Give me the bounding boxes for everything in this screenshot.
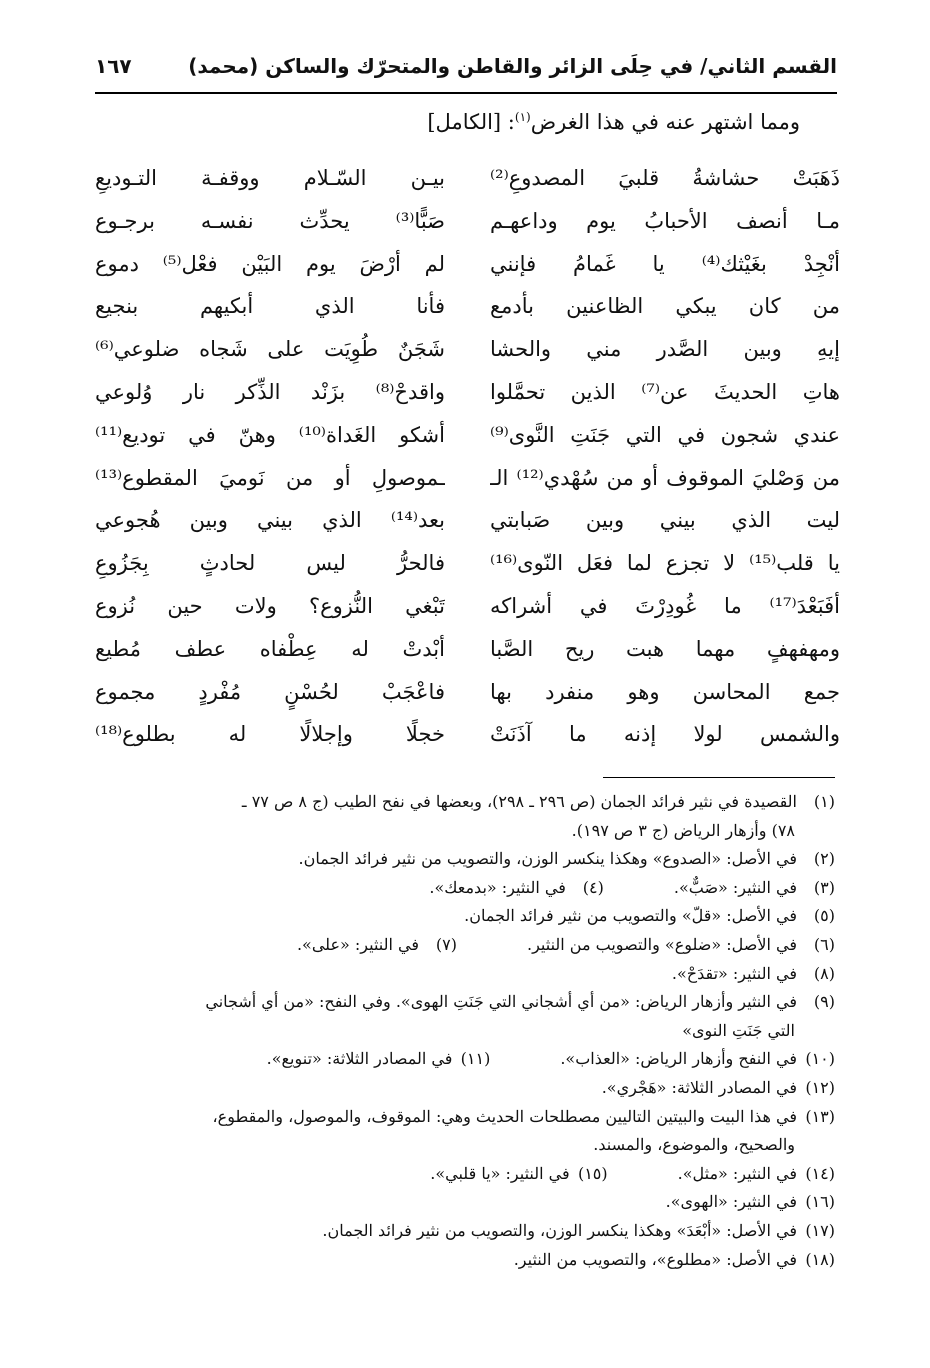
footnote-number: (١٣)	[805, 1106, 835, 1126]
verse-first-hemistich: مـا أنصف الأحبابُ يوم وداعهـم	[490, 208, 840, 233]
verse-first-hemistich: ومهفهفٍ مهما هبت ريح الصَّبا	[490, 636, 840, 661]
verse-first-hemistich: والشمس لولا إذنه ما آذَنَتْ	[490, 722, 840, 747]
footnote-number: (٤)	[582, 877, 604, 897]
footnote	[90, 960, 835, 989]
verse-first-hemistich: هاتِ الحديثَ عن⁽⁷⁾ الذين تحمَّلوا	[490, 379, 840, 404]
verse-first-hemistich: ليت الذي بيني وبين صَبابتي	[490, 508, 840, 533]
footnote-text: في الأصل: «مطلوع»، والتصويب من النثير.	[513, 1249, 797, 1269]
verse-second-hemistich: بيـن السّـلام ووقفـة التـوديعِ	[95, 166, 445, 190]
footnote	[90, 1074, 835, 1103]
verse	[95, 672, 840, 715]
meter-label: : [الكامل]	[427, 110, 515, 134]
verse-first-hemistich: أفَبَعْدَ⁽¹⁷⁾ ما غُودِرْتَ في أشراكه	[490, 593, 840, 618]
footnote	[90, 1188, 835, 1217]
verse	[95, 500, 840, 543]
footnote-divider	[603, 777, 835, 778]
verse	[95, 329, 840, 372]
footnote	[90, 1217, 835, 1246]
footnote	[90, 1045, 835, 1074]
footnote-number: (٥)	[813, 906, 835, 926]
verse	[95, 629, 840, 672]
intro-text: ومما اشتهر عنه في هذا الغرض	[530, 110, 800, 134]
footnote-text: في الأصل: «أبْعَدَ» وهكذا ينكسر الوزن، والتصويب من نثير فرائد الجمان.	[322, 1220, 797, 1240]
poem-intro	[100, 110, 800, 134]
verse	[95, 158, 840, 201]
verse	[95, 415, 840, 458]
footnote-text: في النفح وأزهار الرياض: «العذاب».	[560, 1049, 797, 1069]
footnote-number: (١٤)	[805, 1163, 835, 1183]
footnote	[90, 1160, 835, 1189]
verse-second-hemistich: أشكو الغَداة⁽¹⁰⁾ وهنّ في توديع⁽¹¹⁾	[95, 422, 445, 447]
footnote-text: في هذا البيت والبيتين التاليين مصطلحات الحديث وهي: الموقوف، والموصول، والمقطوع،	[212, 1106, 797, 1126]
verse-first-hemistich: جمع المحاسن وهو منفرد بها	[490, 679, 840, 704]
footnote-number: (١٧)	[805, 1220, 835, 1240]
verse-first-hemistich: ذَهَبَتْ حشاشةُ قلبيَ المصدوعِ⁽²⁾	[490, 166, 840, 190]
verse-first-hemistich: عندي شجون في التي جَنَتِ النَّوى⁽⁹⁾	[490, 422, 840, 447]
footnotes	[90, 788, 835, 1274]
page-number: ١٦٧	[95, 54, 132, 78]
footnote-number: (٣)	[813, 877, 835, 897]
footnote-number: (١٠)	[805, 1049, 835, 1069]
footnote	[90, 931, 835, 960]
verse	[95, 586, 840, 629]
verse-second-hemistich: بعد⁽¹⁴⁾ الذي بيني وبين هُجوعي	[95, 508, 445, 533]
footnote-text: القصيدة في نثير فرائد الجمان (ص ٢٩٦ ـ ٢٩٨)، وبعضها في نفح الطيب (ج ٨ ص ٧٧ ـ	[241, 792, 797, 811]
footnote	[90, 1246, 835, 1275]
verse	[95, 714, 840, 757]
footnote-number: (٨)	[813, 963, 835, 983]
verse-second-hemistich: فالحرُّ ليس لحادثٍ بِجَزُوعِ	[95, 551, 445, 576]
footnote	[90, 788, 835, 817]
footnote-text: والصحيح، والموضوع، والمسند.	[593, 1135, 795, 1155]
footnote-number: (٦)	[813, 934, 835, 954]
footnote-number: (١٨)	[805, 1249, 835, 1269]
footnote-text: في النثير وأزهار الرياض: «من أي أشجاني التي جَنَتِ الهوى». وفي النفح: «من أي أشجاني	[205, 992, 797, 1012]
intro-footnote-mark: (١)	[514, 110, 531, 124]
verse-second-hemistich: صَبًّا⁽³⁾ يحدِّث نفسـه برجـوع	[95, 208, 445, 233]
footnote-number: (٩)	[813, 992, 835, 1012]
verse-second-hemistich: تَبْغي النُّزوع؟ ولات حين نُزوع	[95, 593, 445, 618]
footnote-number: (٢)	[813, 849, 835, 869]
header-title: القسم الثاني/ في حِلَى الزائر والقاطن والمتحرّك والساكن (محمد)	[188, 54, 837, 78]
verse-first-hemistich: أنْجِدْ بغَيْثك⁽⁴⁾ يا غَمامُ فإنني	[490, 251, 840, 276]
footnote	[90, 817, 835, 846]
verse-second-hemistich: لم أرْضَ يوم البَيْن فعْل⁽⁵⁾ دموع	[95, 251, 445, 276]
verse-second-hemistich: واقدحْ⁽⁸⁾ بزَنْد الذِّكر نار وُلوعي	[95, 379, 445, 404]
verse-first-hemistich: يا قلب⁽¹⁵⁾ لا تجزع لما فعَل النّوى⁽¹⁶⁾	[490, 551, 840, 576]
footnote-text: في النثير: «الهوى».	[665, 1192, 797, 1212]
footnote-text: في المصادر الثلاثة: «هَجْري».	[601, 1077, 797, 1097]
verse	[95, 201, 840, 244]
verse	[95, 543, 840, 586]
footnote-number: (١)	[813, 792, 835, 811]
footnote-text: في المصادر الثلاثة: «تنويع».	[266, 1049, 453, 1069]
running-header	[95, 52, 837, 94]
verse-second-hemistich: أبْدتْ له عِطْفاه عطف مُطيع	[95, 636, 445, 661]
verse-second-hemistich: ـموصولِ أو من نَوميَ المقطوع⁽¹³⁾	[95, 465, 445, 490]
verse-first-hemistich: من وَصْليَ الموقوف أو من سُهْدي⁽¹²⁾ الـ	[490, 465, 840, 490]
footnote	[90, 1131, 835, 1160]
footnote-number: (١٦)	[805, 1192, 835, 1212]
footnote-number: (١٢)	[805, 1077, 835, 1097]
footnote	[90, 1103, 835, 1132]
verse-second-hemistich: شَجَنٌ طُوِيَت على شَجاه ضلوعي⁽⁶⁾	[95, 337, 445, 362]
verse	[95, 244, 840, 287]
footnote-number: (١١)	[460, 1049, 491, 1069]
footnote-number: (١٥)	[577, 1163, 608, 1183]
footnote-text: في الأصل: «ضلوع» والتصويب من النثير.	[527, 934, 797, 954]
footnote	[90, 845, 835, 874]
verse-first-hemistich: من كان يبكي الظاعنين بأدمع	[490, 294, 840, 319]
verse	[95, 458, 840, 501]
verse-first-hemistich: إيهِ وبين الصَّدر مني والحشا	[490, 337, 840, 362]
verse	[95, 286, 840, 329]
footnote-text: في النثير: «بدمعك».	[429, 877, 566, 897]
verse-second-hemistich: فاعْجَبْ لحُسْنٍ مُفْردٍ مجموع	[95, 679, 445, 704]
footnote-text: في النثير: «على».	[296, 934, 419, 954]
footnote-text: في النثير: «يا قلبي».	[430, 1163, 570, 1183]
verse	[95, 372, 840, 415]
verse-second-hemistich: فأنا الذي أبكيهم بنجيع	[95, 294, 445, 319]
footnote-text: ٧٨) وأزهار الرياض (ج ٣ ص ١٩٧).	[571, 820, 795, 840]
footnote-text: في الأصل: «الصدوع» وهكذا ينكسر الوزن، والتصويب من نثير فرائد الجمان.	[298, 849, 797, 869]
footnote	[90, 1017, 835, 1046]
verse-second-hemistich: خجلًا وإجلالًا له بطلوع⁽¹⁸⁾	[95, 722, 445, 747]
footnote-number: (٧)	[435, 934, 457, 954]
footnote	[90, 988, 835, 1017]
footnote-text: في النثير: «تقدَحْ».	[671, 963, 797, 983]
footnote	[90, 902, 835, 931]
footnote-text: في النثير: «مثل».	[677, 1163, 797, 1183]
footnote-text: التي جَنَتِ النوى»	[682, 1020, 795, 1040]
footnote	[90, 874, 835, 903]
footnote-text: في النثير: «صَبٌّ».	[673, 877, 797, 897]
poem	[95, 158, 840, 748]
footnote-text: في الأصل: «قلّ» والتصويب من نثير فرائد الجمان.	[464, 906, 797, 926]
